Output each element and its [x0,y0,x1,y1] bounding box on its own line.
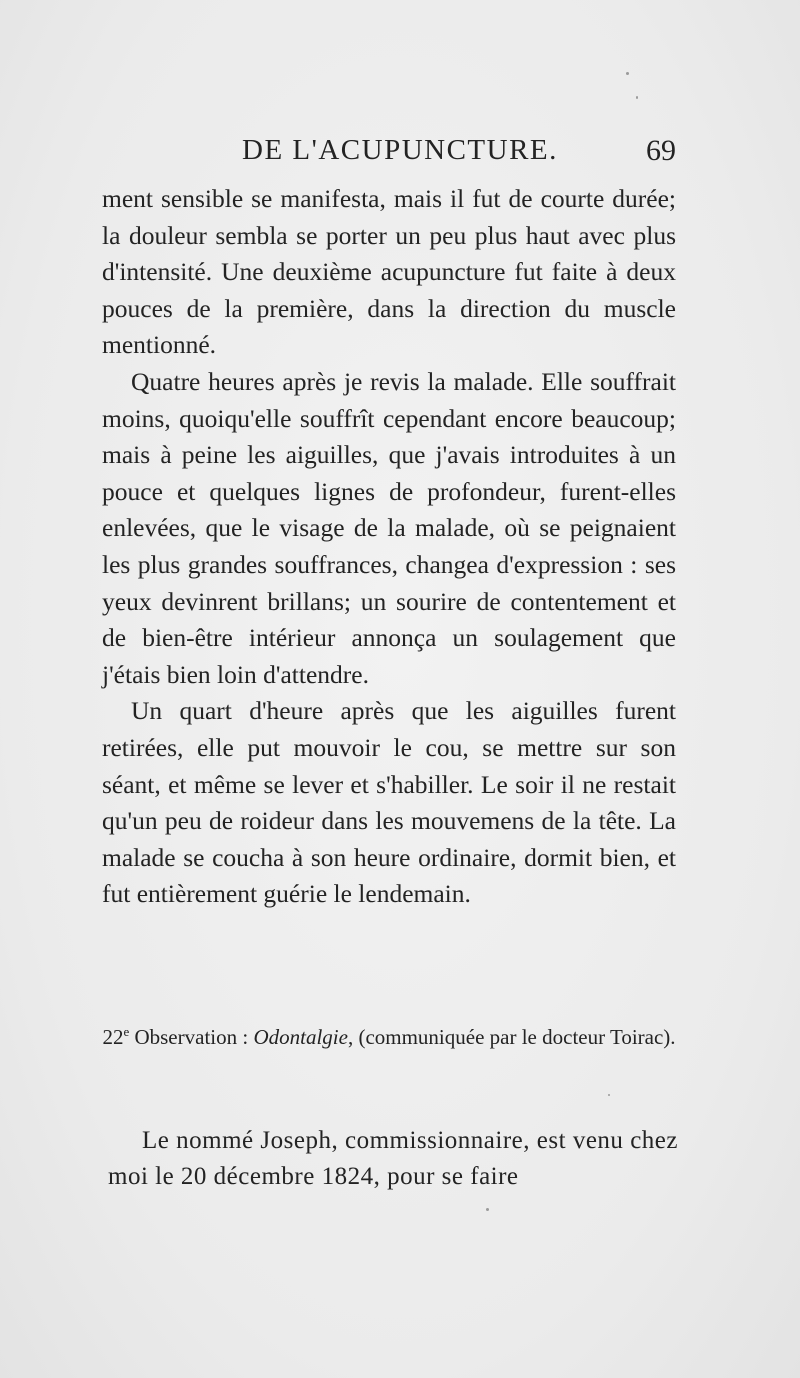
paper-speck [626,72,629,75]
paragraph-continuation: ment sensible se manifesta, mais il fut de courte durée; la douleur sembla se porter un peu plus haut avec plus d'intensité. Une deuxième acupuncture fut faite à deux pouces de la première, dans la direction du muscle mentionné. [102,184,676,360]
paragraph: Un quart d'heure après que les aiguilles furent retirées, elle put mouvoir le cou, se mettre sur son séant, et même se lever et s'habiller. Le soir il ne restait qu'un peu de roideur dans les mouvemens de la tête. La malade se coucha à son heure ordinaire, dormit bien, et fut entièrement guérie le lendemain. [102,696,676,909]
paper-speck [636,96,638,99]
observation-label: Observation : [129,1025,254,1049]
page-number: 69 [646,134,676,167]
paper-speck [486,1208,489,1211]
running-title: DE L'ACUPUNCTURE. [242,134,558,166]
observation-title: Odontalgie [253,1025,348,1049]
page-header [100,134,680,174]
observation-number-suffix: e [123,1024,130,1039]
body-text [102,181,676,913]
observation-number: 22 [102,1025,124,1049]
paper-speck [608,1094,610,1096]
final-text [108,1123,678,1195]
observation-rest: , (communiquée par le docteur Toirac). [347,1025,676,1049]
paragraph: Quatre heures après je revis la malade. Elle souffrait moins, quoiqu'elle souffrît cependant encore beaucoup; mais à peine les aiguilles, que j'avais introduites à un pouce et quelques lignes de profondeur, furent-elles enlevées, que le visage de la malade, où se peignaient les plus grandes souffrances, changea d'expression : ses yeux devinrent brillans; un sourire de contentement et de bien-être intérieur annonça un soulagement que j'étais bien loin d'attendre. [102,366,676,689]
observation-heading [102,1016,676,1053]
paragraph: Le nommé Joseph, commissionnaire, est venu chez moi le 20 décembre 1824, pour se faire [108,1127,678,1190]
